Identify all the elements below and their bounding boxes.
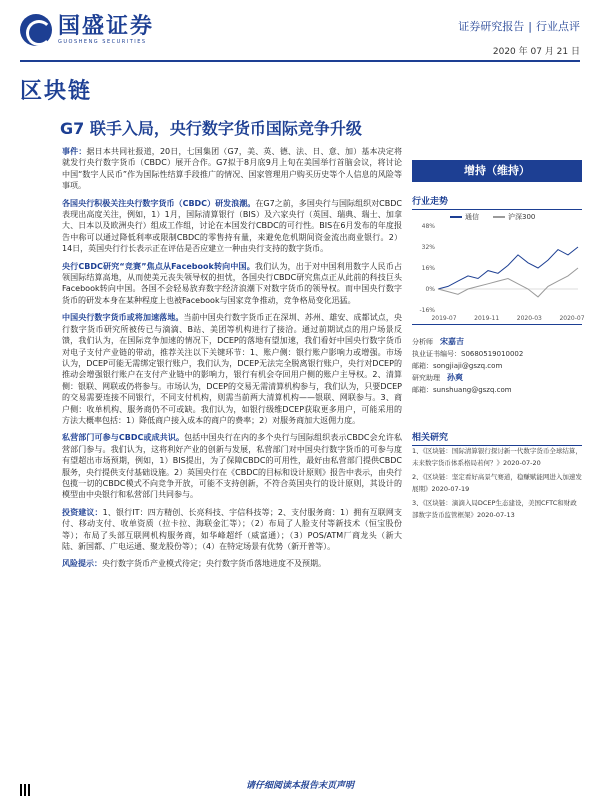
report-type: 证券研究报告 | 行业点评 xyxy=(458,20,580,33)
header-divider xyxy=(20,60,580,62)
analyst-header xyxy=(412,322,582,325)
report-type-main: 证券研究报告 xyxy=(458,20,525,33)
brand-name-en: GUOSHENG SECURITIES xyxy=(58,39,147,45)
brand-name-cn: 国盛证券 xyxy=(58,14,155,39)
assistant-role: 研究助理 xyxy=(412,374,440,382)
paragraph-event: 事件：据日本共同社报道，20日，七国集团（G7，美、英、德、法、日、意、加）基本决定将就发行央行数字货币（CBDC）展开合作。G7拟于8月底9月上旬在美国举行首脑会议，将讨论中国“数字人民币”作为国际性结算手段推广的情况、国家管理用户购买历史等个人信息的风险等事项。 xyxy=(62,147,403,191)
report-headline: G7 联手入局，央行数字货币国际竞争升级 xyxy=(60,119,362,138)
rating-badge: 增持（维持） xyxy=(412,160,582,182)
series-line-2 xyxy=(438,268,578,297)
brand-logo-icon xyxy=(20,14,52,46)
y-tick-label: 48% xyxy=(421,223,435,230)
x-tick-label: 2019-07 xyxy=(431,315,457,322)
assistant-name: 孙爽 xyxy=(447,373,463,382)
y-tick-label: 16% xyxy=(421,265,435,272)
assistant-email[interactable]: 邮箱：sunshuang@gszq.com xyxy=(412,386,512,394)
industry-title: 区块链 xyxy=(20,79,93,104)
related-item[interactable]: 3、《区块链：滴滴入局DCEP生态建设，美国CFTC和财政部数字货币监管框架》2020-07-13 xyxy=(412,499,577,519)
y-tick-label: -16% xyxy=(419,307,435,314)
brand-logo xyxy=(20,14,154,46)
report-body xyxy=(62,146,402,576)
paragraph-private-sector: 私营部门可参与CBDC或成共识。包括中国央行在内的多个央行与国际组织表示CBDC会允许私营部门参与。我们认为，这将利好产业的创新与发展，私营部门对中国央行数字货币的可参与度有望超出市场预期，例如，1）BIS提出，为了保障CBDC的可用性，最好由私营部门提供CBDC服务，央行提供支付基础设施。2）英国央行在《CBDC的目标和设计原则》报告中表示，由央行包揽一切的CBDC模式不向竞争开放，可能不支持创新，不符合英国央行的设计原则，其设计的模型由中央银行和私营部门共同参与。 xyxy=(62,433,402,500)
legend-item: 沪深300 xyxy=(493,212,535,222)
analyst-info xyxy=(412,336,582,396)
analyst-role: 分析师 xyxy=(412,338,433,346)
related-research-list xyxy=(412,446,582,524)
report-date: 2020 年 07 月 21 日 xyxy=(492,47,580,57)
y-tick-label: 32% xyxy=(421,244,435,251)
x-tick-label: 2019-11 xyxy=(474,315,500,322)
paragraph-investment: 投资建议：1、银行IT：四方精创、长亮科技、宇信科技等；2、支付服务商：1）拥有互联网支付、移动支付、收单资质（拉卡拉、海联金汇等）；（2）布局了人脸支付等新技术（恒宝股份等）；布局了头部互联网机构服务商，如华峰超纤（威富通）；（3）POS/ATM厂商龙头（新大陆、新国都、广电运通、聚龙股份等）；（4）在特定场景有优势（新开普等）。 xyxy=(62,507,402,551)
analyst-name: 宋嘉吉 xyxy=(440,337,464,346)
paragraph-cbdc-wave: 各国央行积极关注央行数字货币（CBDC）研发浪潮。在G7之前，多国央行与国际组织对CBDC表现出高度关注，例如，1）1月，国际清算银行（BIS）及六家央行（英国、瑞典、瑞士、加拿大、日本以及欧洲央行）组成工作组，讨论在本国发行CBDC的可行性。BIS在6月发布的年度报告中称可以通过降低利率或限制CBDC的零售持有量，来避免危机期间资金流出商业银行。2）14日，英国央行行长表示正在评估是否应建立一种由央行支持的数字货币。 xyxy=(62,198,403,254)
analyst-cert: 执业证书编号：S0680519010002 xyxy=(412,350,524,358)
y-tick-label: 0% xyxy=(425,286,435,293)
footer-disclaimer: 请仔细阅读本报告末页声明 xyxy=(245,781,354,791)
trend-title: 行业走势 xyxy=(412,194,582,210)
x-tick-label: 2020-03 xyxy=(516,315,542,322)
related-item[interactable]: 1、《区块链：国际清算银行探讨新一代数字货币全球结算，未来数字货币体系格局若何？》2020-07-20 xyxy=(412,447,582,467)
x-tick-label: 2020-07 xyxy=(559,315,585,322)
series-line-1 xyxy=(438,247,578,289)
related-title: 相关研究 xyxy=(412,430,582,446)
paragraph-race-focus: 央行CBDC研究“竞赛”焦点从Facebook转向中国。我们认为，出于对中国利用数字人民币占领国际结算高地，从而使美元丧失领导权的担忧，各国央行CBDC研究焦点正从此前的科技巨头Facebook转向中国。各国不会轻易放弃数字经济浪潮下对数字货币的领导权。而中国央行数字货币的研发本身在某种程度上也被Facebook与国家竞争推动，竞争格局变化迅猛。 xyxy=(62,261,402,305)
report-type-sub: 行业点评 xyxy=(536,20,580,33)
paragraph-risk: 风险提示：央行数字货币产业模式待定；央行数字货币落地进度不及预期。 xyxy=(62,559,326,569)
related-item[interactable]: 2、《区块链：坚定看好高景气赛道，稳赚赋能网进入加速发展期》2020-07-19 xyxy=(412,473,582,493)
paragraph-dcep: 中国央行数字货币或将加速落地。当前中国央行数字货币正在深圳、苏州、雄安、成都试点，央行数字货币研究所被传已与滴滴、B站、美团等机构进行了接洽。通过前期试点的用户场景反馈，我们认为，在国际竞争加速的情况下，DCEP的落地有望加速，我们看好中国央行数字货币对电子支付产业链的带动，推荐关注以下关键环节：1、账户侧：银行账户影响力或增强。市场认为，DCEP可能无需绑定银行账户，我们认为，DCEP无法完全脱离银行账户，央行对DCEP的推动会增强银行账户在支付产业链中的影响力，银行有机会夺回用户侧的账户主导权。2、清算侧：银联、网联或仍将参与。市场认为，DCEP的交易无需清算机构参与，我们认为，只要DCEP的交易需要连接不同银行，不同支付机构，则需当前两大清算机构——银联、网联参与。3、商户侧：收单机构、服务商仍不可或缺。我们认为，如银行级维DCEP获取更多用户，可能采用的方法大概率包括：1）降低商户接入成本的商户的费率；2）对服务商加大返佣力度。 xyxy=(62,313,403,425)
analyst-email[interactable]: 邮箱：songjiaji@gszq.com xyxy=(412,362,503,370)
legend-item: 通信 xyxy=(450,212,479,222)
industry-trend-chart xyxy=(412,214,585,324)
